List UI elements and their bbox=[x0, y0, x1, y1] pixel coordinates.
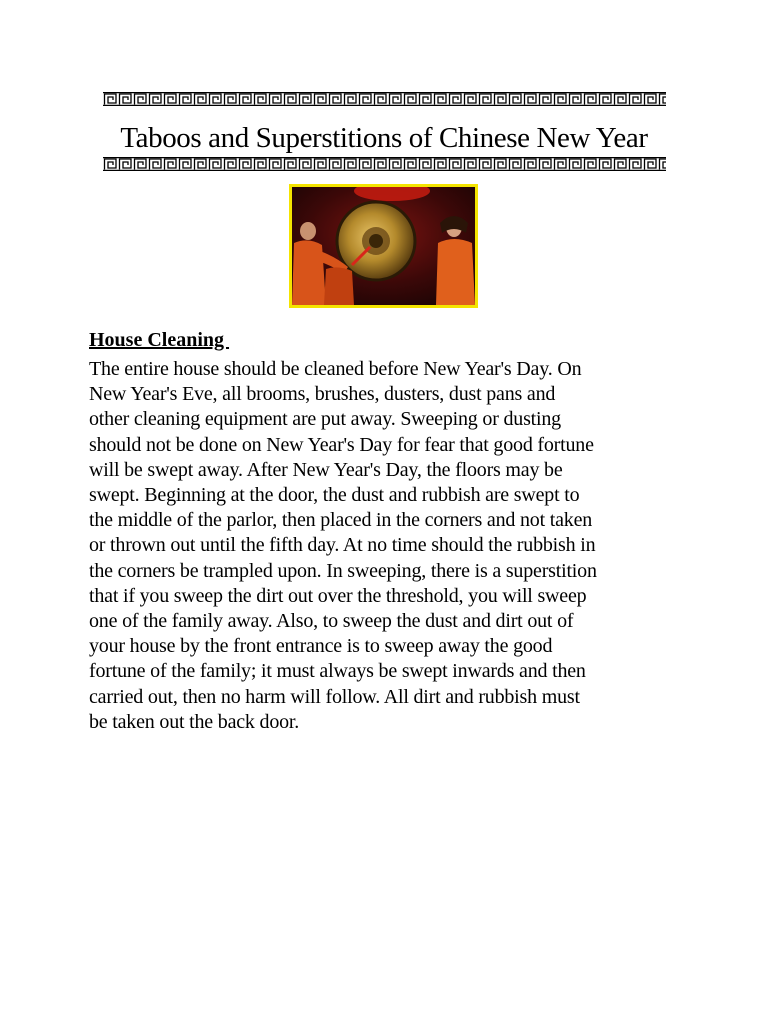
body-line: The entire house should be cleaned before New Year's Day. On bbox=[89, 358, 582, 380]
body-line: swept. Beginning at the door, the dust and rubbish are swept to bbox=[89, 484, 580, 507]
body-line: one of the family away. Also, to sweep the dust and dirt out of bbox=[89, 610, 574, 633]
greek-key-border-bottom bbox=[103, 157, 666, 171]
greek-key-border-top bbox=[103, 92, 666, 106]
section-body bbox=[89, 357, 681, 735]
body-line: the corners be trampled upon. In sweeping, there is a superstition bbox=[89, 559, 597, 582]
body-line: that if you sweep the dirt out over the threshold, you will sweep bbox=[89, 584, 587, 607]
body-line: be taken out the back door. bbox=[89, 710, 300, 733]
body-line: should not be done on New Year's Day for fear that good fortune bbox=[89, 433, 594, 456]
body-line: carried out, then no harm will follow. All dirt and rubbish must bbox=[89, 685, 580, 708]
body-line: the middle of the parlor, then placed in the corners and not taken bbox=[89, 509, 593, 532]
body-line: your house by the front entrance is to sweep away the good bbox=[89, 635, 553, 658]
page-title: Taboos and Superstitions of Chinese New Year bbox=[120, 122, 648, 154]
gong-ceremony-illustration bbox=[292, 187, 475, 305]
section-heading: House Cleaning bbox=[89, 329, 230, 351]
body-line: New Year's Eve, all brooms, brushes, dusters, dust pans and bbox=[89, 383, 556, 406]
body-line: other cleaning equipment are put away. Sweeping or dusting bbox=[89, 408, 561, 431]
gong-photo bbox=[289, 184, 478, 308]
body-line: or thrown out until the fifth day. At no time should the rubbish in bbox=[89, 534, 596, 557]
body-line: will be swept away. After New Year's Day, the floors may be bbox=[89, 458, 563, 481]
body-line: fortune of the family; it must always be swept inwards and then bbox=[89, 660, 586, 683]
